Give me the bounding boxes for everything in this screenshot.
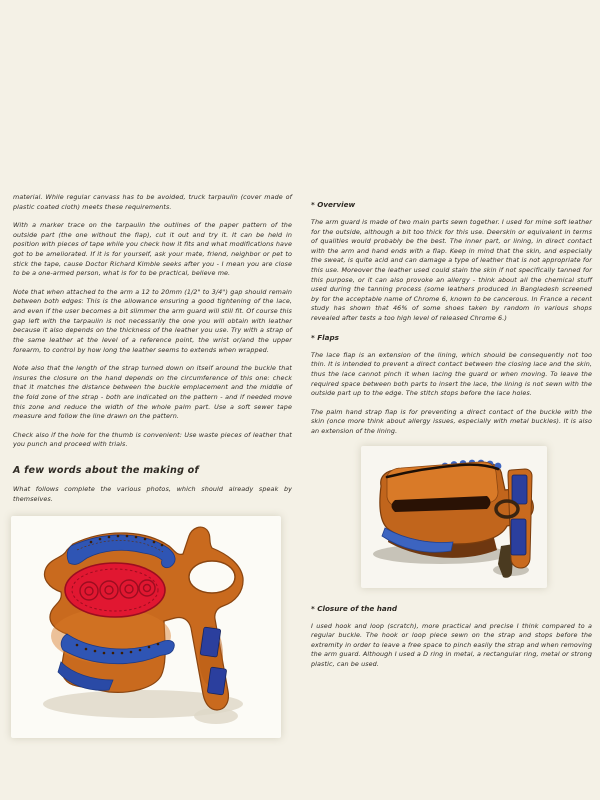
paragraph: The palm hand strap flap is for preventing a direct contact of the buckle with the skin (once more think about allergy issues, especially with metal buckles). It is also an extension of the lining. <box>311 407 592 435</box>
velcro-strip <box>200 627 221 657</box>
paragraph: With a marker trace on the tarpaulin the outlines of the paper pattern of the outside part (the one without the flap), cut it out and try it. It can be held in position with pieces of tape while you check how it fits and what modifications have got to be ameliorated. If it is for yourself, ask your mate, friend, neighbor or pet to stick the tape, cause Doctor Richard Kimble seeks after you - I mean you are close to be a one-armed person, what is for to be practical, believe me. <box>13 221 292 278</box>
velcro-strip <box>511 519 526 555</box>
arm-guard-flat-illustration <box>11 516 281 738</box>
photo-arm-guard-assembled <box>361 446 547 588</box>
paragraph: The lace flap is an extension of the lining, which should be consequently not too thin. It is intended to prevent a direct contact between the closing lace and the skin, thus the lace cannot pinch it when lacing the guard or when moving. To leave the required space between both parts to insert the lace, the lining is not sewn with the outside part up to the edge. The stitch stops before the lace holes. <box>311 350 592 398</box>
paragraph: Check also if the hole for the thumb is convenient: Use waste pieces of leather that you punch and proceed with trials. <box>13 430 292 449</box>
velcro-strip <box>207 667 226 695</box>
paragraph: What follows complete the various photos, which should already speak by themselves. <box>13 485 292 503</box>
section-flaps <box>311 333 592 437</box>
section-heading-closure: * Closure of the hand <box>311 603 397 613</box>
section-heading-overview: * Overview <box>311 200 356 209</box>
paragraph: Note also that the length of the strap turned down on itself around the buckle that insures the closure on the hand depends on the circumference of this one: check that it matches the distance between the buckle emplacement and the middle of the fold zone of the strap - both are indicated on the pattern - and if needed move this zone and reduce the width of the whole palm part. Use a soft sewer tape measure and follow the line drawn on the pattern. <box>13 364 292 421</box>
right-column <box>311 196 592 679</box>
section-closure <box>311 604 592 670</box>
paragraph: Note that when attached to the arm a 12 to 20mm (1/2" to 3/4") gap should remain between both edges: This is the allowance ensuring a good tightening of the lace, and even if the user becomes a bit slimmer the arm guard will still fit. Of course this gap left with the tarpaulin is not necessarily the one you will obtain with leather because it also depends on the thickness of the leather you use. Try with a strap of the same leather at the level of a reference point, the wrist or/and the upper forearm, to control by how long the leather seems to extends when wrapped. <box>13 287 292 354</box>
left-column <box>13 193 292 738</box>
paragraph: The arm guard is made of two main parts sewn together. I used for mine soft leather for the outside, although a bit too thick for this use. Deerskin or equivalent in terms of qualities would probably be the best. The inner part, or lining, in direct contact with the arm and hand ends with a flap. Keep in mind that the skin, and especially the sweat, is quite acid and can damage a type of leather that is not appropriate for this use. Moreover the leather used could stain the skin if not specifically tanned for this purpose, or it can also provoke an allergy - think about all the chemical stuff used during the tanning process (some leathers produced in Bangladesh screened by for the acceptable name of Chrome 6, known to be cancerous. In France a recent study has shown that 46% of some shoes taken by random in various shops revealed after tests a too high level of released Chrome 6.) <box>311 218 592 323</box>
arm-guard-assembled-illustration <box>361 446 547 588</box>
paragraph: material. While regular canvass has to be avoided, truck tarpaulin (cover made of plastic coated cloth) meets these requirements. <box>13 193 292 211</box>
velcro-strip <box>512 475 527 504</box>
thumb-hole <box>189 561 235 593</box>
section-heading-flaps: * Flaps <box>311 332 339 342</box>
paragraph: I used hook and loop (scratch), more practical and precise I think compared to a regular buckle. The hook or loop piece sewn on the strap and stops before the extremity in order to leave a free space to pinch easily the strap and when removing the arm guard. Although I used a D ring in metal, a rectangular ring, metal or strong plastic, can be used. <box>311 621 593 669</box>
section-overview <box>311 200 592 324</box>
photo-arm-guard-flat <box>11 516 281 738</box>
section-heading-making-of: A few words about the making of <box>13 465 199 477</box>
